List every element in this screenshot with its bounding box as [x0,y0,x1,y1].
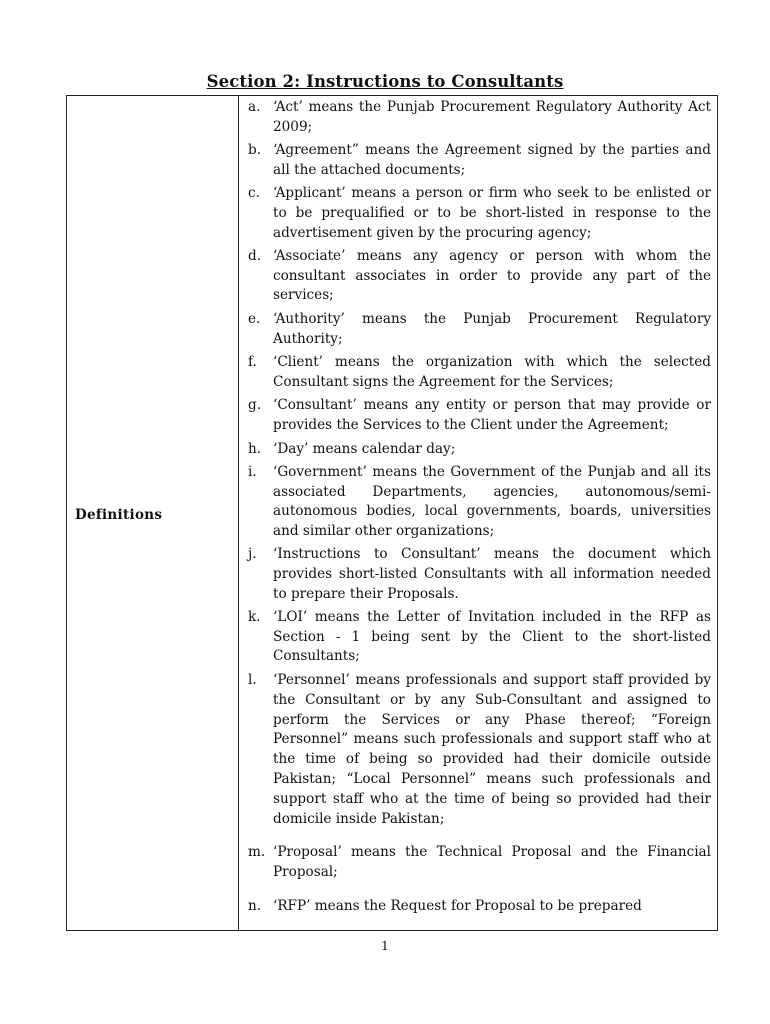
item-text: ‘RFP’ means the Request for Proposal to be prepared [273,897,642,914]
item-text: ‘Instructions to Consultant’ means the document which provides short-listed Consultants with all information needed to prepare their Proposals. [273,546,711,602]
item-text: ‘Authority’ means the Punjab Procurement Regulatory Authority; [273,310,711,347]
item-text: ‘Consultant’ means any entity or person that may provide or provides the Services to the Client under the Agreement; [273,397,711,433]
list-item [248,247,711,306]
list-item [248,184,711,243]
list-item [248,353,711,392]
list-item [248,843,711,882]
item-letter: h. [248,440,262,457]
item-letter: c. [248,185,260,202]
list-item [248,310,711,349]
page-number: 1 [381,938,389,953]
list-item [248,396,711,435]
list-item [248,141,711,180]
item-letter: a. [248,99,261,115]
list-item [248,897,711,917]
list-item [248,98,711,137]
item-text: ‘Government’ means the Government of the Punjab and all its associated Departments, agencies, autonomous/semi-autonomous bodies, local governments, boards, universities and similar other organizations; [273,464,711,539]
item-text: ‘Applicant’ means a person or firm who seek to be enlisted or to be prequalified or to be short-listed in response to the advertisement given by the procuring agency; [273,185,711,241]
item-letter: j. [248,546,257,563]
column-divider [238,96,239,930]
item-letter: f. [248,354,257,371]
definitions-table [66,95,718,931]
definitions-label: Definitions [75,507,163,523]
item-text: ‘Client’ means the organization with which the selected Consultant signs the Agreement for the Services; [273,354,711,390]
list-item [248,671,711,829]
item-letter: e. [248,310,261,327]
item-text: ‘LOI’ means the Letter of Invitation included in the RFP as Section - 1 being sent by the Client to the short-listed Consultants; [273,609,711,665]
item-letter: g. [248,397,262,414]
item-letter: n. [248,897,262,914]
item-text: ‘Proposal’ means the Technical Proposal and the Financial Proposal; [273,844,711,880]
item-letter: m. [248,844,266,861]
list-item [248,463,711,541]
item-letter: k. [248,609,261,626]
item-letter: d. [248,248,262,265]
definitions-list [248,98,711,920]
item-text: ‘Act’ means the Punjab Procurement Regulatory Authority Act 2009; [273,99,711,135]
list-item [248,545,711,604]
section-title: Section 2: Instructions to Consultants [206,72,564,91]
item-letter: l. [248,672,257,689]
list-item [248,440,711,460]
item-text: ‘Personnel’ means professionals and support staff provided by the Consultant or by any Sub-Consultant and assigned to perform the Services or any Phase thereof; “Foreign Personnel” means such professionals and support staff who at the time of being so provided had their domicile outside Pakistan; “Local Personnel” means such professionals and support staff who at the time of being so provided had their domicile inside Pakistan; [273,672,711,827]
item-letter: i. [248,464,257,481]
item-text: ‘Day’ means calendar day; [273,440,456,457]
item-letter: b. [248,142,262,159]
item-text: ‘Associate’ means any agency or person with whom the consultant associates in order to provide any part of the services; [273,248,711,304]
item-text: ‘Agreement” means the Agreement signed by the parties and all the attached documents; [273,142,711,178]
list-item [248,608,711,667]
